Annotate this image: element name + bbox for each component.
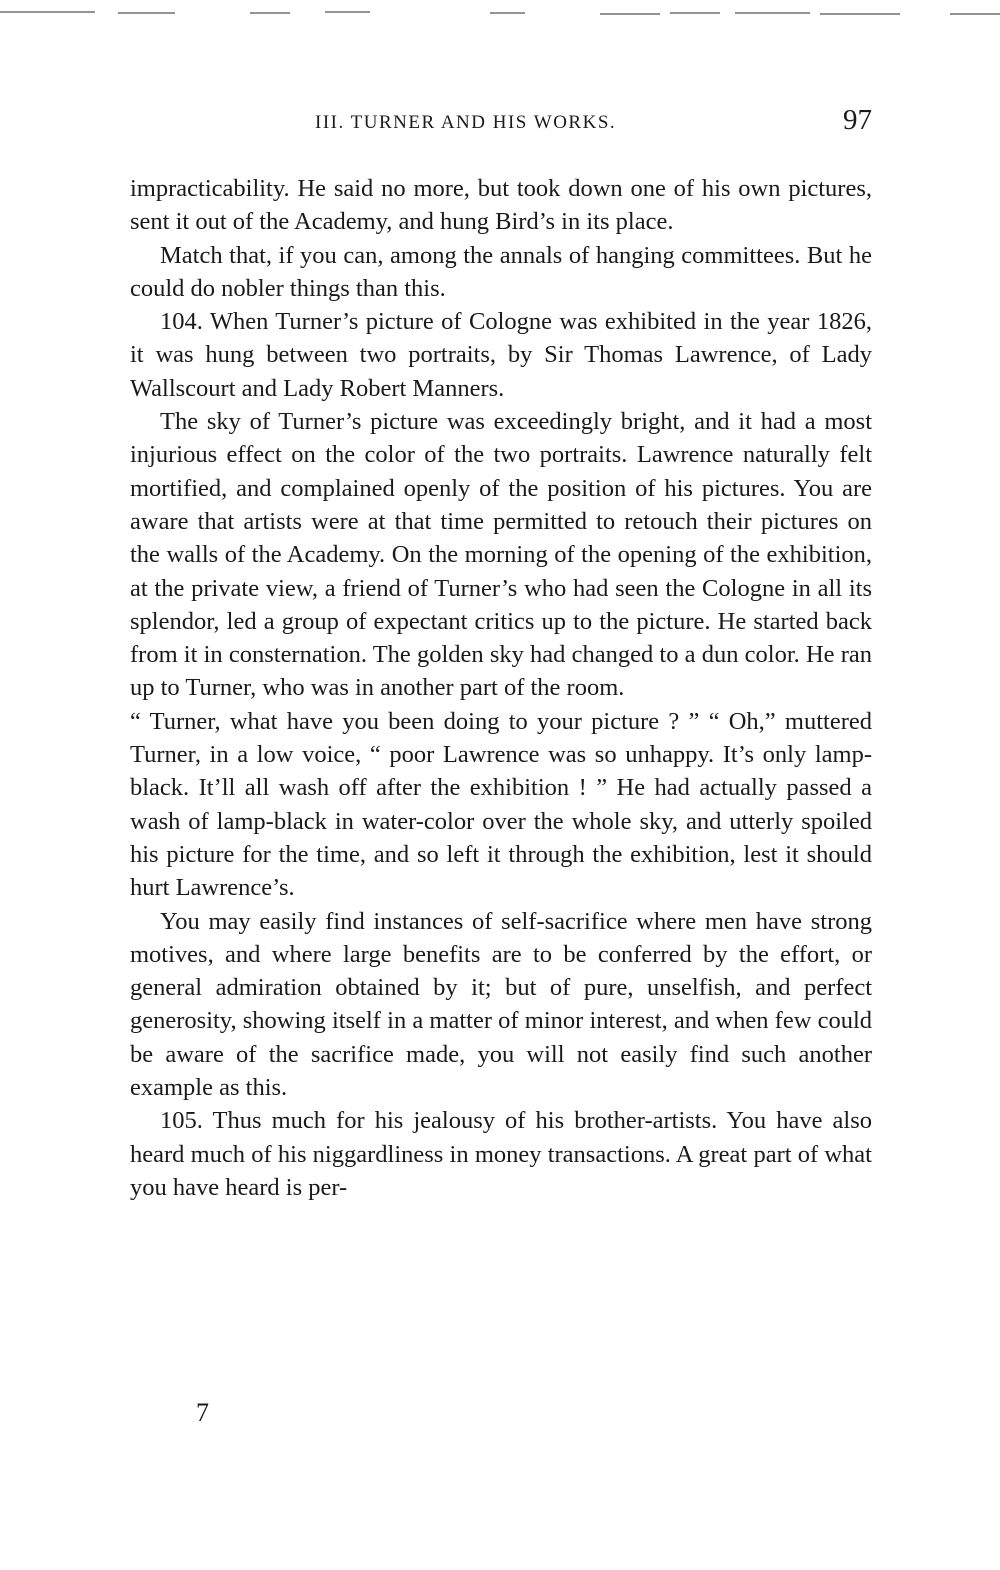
scan-edge-artifact: [0, 0, 1000, 24]
paragraph: Match that, if you can, among the annals of hanging committees. But he could do nobler things than this.: [130, 241, 872, 302]
paragraph: 105. Thus much for his jealousy of his brother-artists. You have also heard much of his niggardliness in money transactions. A great part of what you have heard is per-: [130, 1107, 872, 1201]
paragraph: 104. When Turner’s picture of Cologne was exhibited in the year 1826, it was hung between two portraits, by Sir Thomas Lawrence, of Lady Wallscourt and Lady Robert Manners.: [130, 308, 872, 402]
body-text: [130, 172, 872, 1204]
page-number: 97: [843, 104, 872, 136]
page-header: [130, 104, 872, 144]
signature-mark: 7: [196, 1398, 209, 1427]
running-title: III. TURNER AND HIS WORKS.: [315, 112, 617, 133]
paragraph: impracticability. He said no more, but took down one of his own pictures, sent it out of the Academy, and hung Bird’s in its place.: [130, 175, 872, 236]
paragraph: You may easily find instances of self-sacrifice where men have strong motives, and where large benefits are to be conferred by the effort, or general admiration obtained by it; but of pure, unselfish, and perfect generosity, showing itself in a matter of minor interest, and when few could be aware of the sacrifice made, you will not easily find such another example as this.: [130, 907, 872, 1102]
paragraph: “ Turner, what have you been doing to your picture ? ” “ Oh,” muttered Turner, in a low voice, “ poor Lawrence was so unhappy. It’s only lamp-black. It’ll all wash off after the exhibition ! ” He had actually passed a wash of lamp-black in water-color over the whole sky, and utterly spoiled his picture for the time, and so left it through the exhibition, lest it should hurt Lawrence’s.: [130, 707, 872, 902]
paragraph: The sky of Turner’s picture was exceedingly bright, and it had a most injurious effect on the color of the two portraits. Lawrence naturally felt mortified, and complained openly of the position of his pictures. You are aware that artists were at that time permitted to retouch their pictures on the walls of the Academy. On the morning of the opening of the exhibition, at the private view, a friend of Turner’s who had seen the Cologne in all its splendor, led a group of expectant critics up to the picture. He started back from it in consternation. The golden sky had changed to a dun color. He ran up to Turner, who was in another part of the room.: [130, 408, 872, 702]
